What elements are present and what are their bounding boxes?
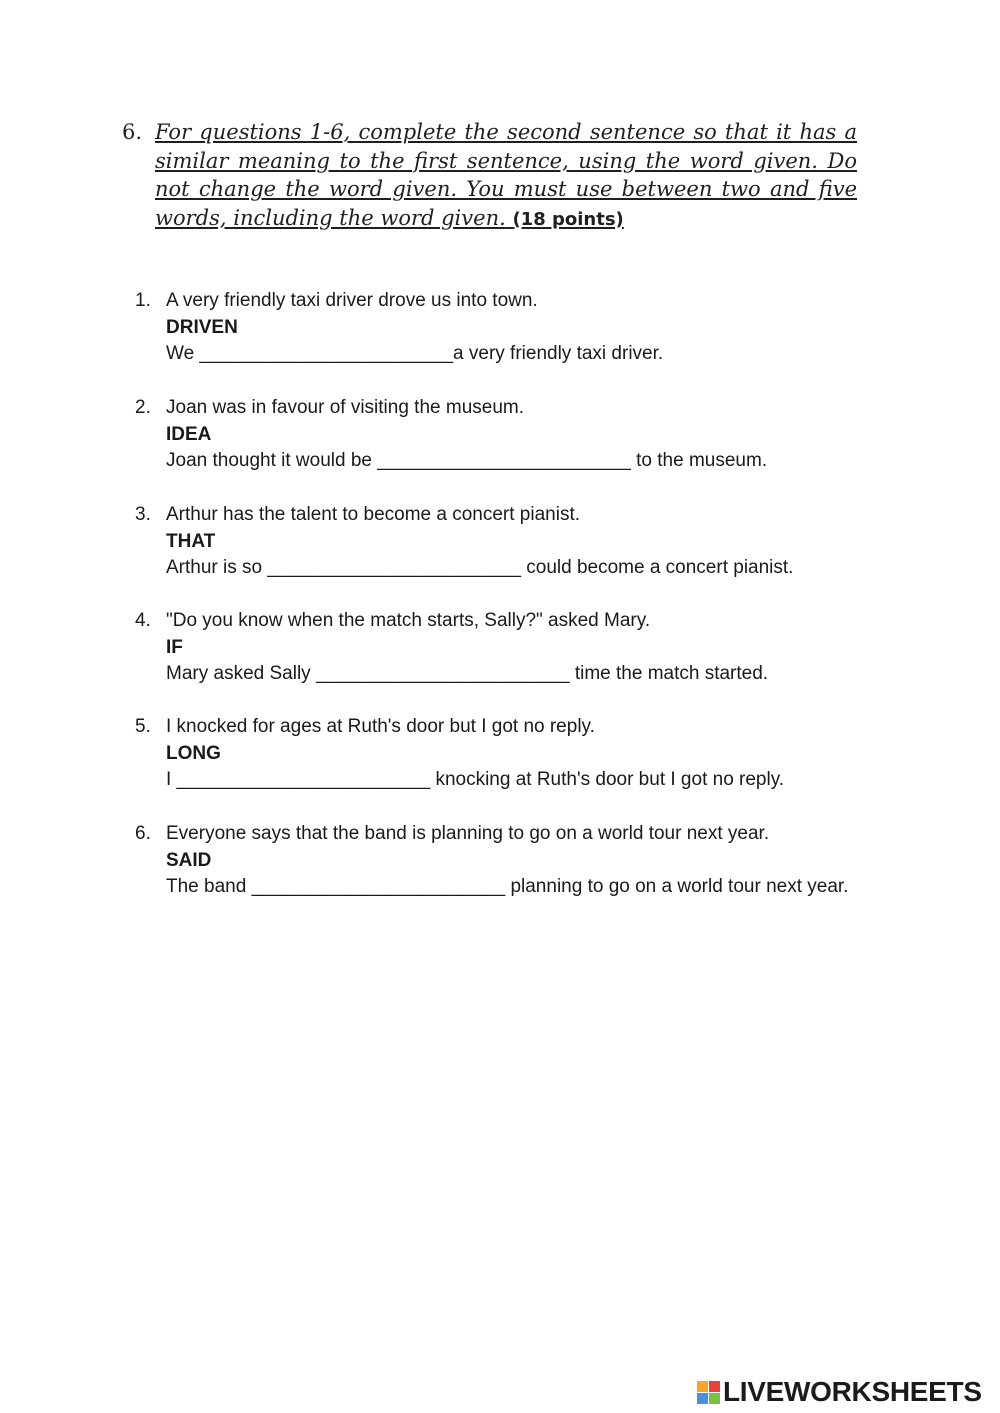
question-sentence: I knocked for ages at Ruth's door but I got no reply.: [166, 716, 595, 737]
question-number: 4.: [135, 610, 151, 631]
question-sentence: Joan was in favour of visiting the museum.: [166, 397, 525, 418]
question-rewrite[interactable]: Joan thought it would be ________________________ to the museum.: [166, 450, 768, 472]
question-rewrite[interactable]: We ________________________a very friendly taxi driver.: [166, 343, 664, 365]
logo-square: [697, 1393, 708, 1404]
question-keyword: DRIVEN: [166, 316, 238, 338]
instruction-points: (18 points): [512, 208, 624, 230]
question-number: 2.: [135, 397, 151, 418]
question-number: 6.: [135, 823, 151, 844]
question-rewrite[interactable]: Mary asked Sally ________________________ time the match started.: [166, 663, 769, 685]
logo-square: [709, 1393, 720, 1404]
question-keyword: SAID: [166, 849, 212, 871]
question-rewrite[interactable]: I ________________________ knocking at Ruth's door but I got no reply.: [166, 769, 785, 791]
instruction-number: 6.: [122, 120, 143, 144]
logo-text: LIVEWORKSHEETS: [723, 1376, 982, 1407]
question-sentence: "Do you know when the match starts, Sally?" asked Mary.: [166, 610, 651, 631]
question-2: [135, 395, 855, 475]
logo-squares-icon: [697, 1381, 720, 1404]
question-6: [135, 821, 855, 901]
question-sentence: Arthur has the talent to become a concert pianist.: [166, 504, 581, 525]
question-3: [135, 502, 855, 582]
liveworksheets-logo[interactable]: [697, 1377, 982, 1407]
logo-square: [709, 1381, 720, 1392]
logo-square: [697, 1381, 708, 1392]
question-sentence: A very friendly taxi driver drove us into town.: [166, 290, 538, 311]
question-keyword: THAT: [166, 530, 216, 552]
question-keyword: IF: [166, 636, 183, 658]
question-keyword: LONG: [166, 742, 221, 764]
question-number: 1.: [135, 290, 151, 311]
instruction-text: For questions 1-6, complete the second sentence so that it has a similar meaning to the first sentence, using the word given. Do not change the word given. You must use between two and five words, including the word given.: [155, 120, 857, 230]
instruction-text-wrap: [155, 118, 857, 234]
instruction-block: [122, 118, 857, 234]
question-4: [135, 608, 855, 688]
question-number: 3.: [135, 504, 151, 525]
question-rewrite[interactable]: Arthur is so ________________________ could become a concert pianist.: [166, 557, 794, 579]
question-keyword: IDEA: [166, 423, 212, 445]
question-number: 5.: [135, 716, 151, 737]
question-sentence: Everyone says that the band is planning to go on a world tour next year.: [166, 823, 770, 844]
question-1: [135, 288, 855, 368]
question-rewrite[interactable]: The band ________________________ planning to go on a world tour next year.: [166, 876, 849, 898]
question-5: [135, 714, 855, 794]
